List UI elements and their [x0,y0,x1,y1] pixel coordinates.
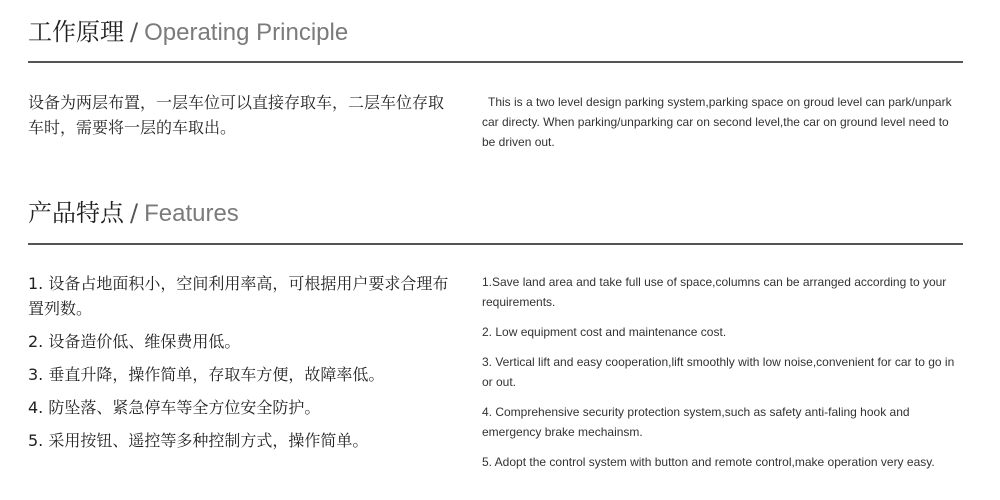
feature-item-zh: 5. 采用按钮、遥控等多种控制方式，操作简单。 [28,431,369,450]
section-divider [28,243,963,245]
feature-item-zh: 2. 设备造价低、维保费用低。 [28,332,241,351]
section-title-zh: 产品特点 [28,199,124,227]
feature-item-zh: 4. 防坠落、紧急停车等全方位安全防护。 [28,398,321,417]
title-separator: / [130,199,139,227]
principle-text-zh: 设备为两层布置，一层车位可以直接存取车，二层车位存取车时，需要将一层的车取出。 [28,93,445,137]
feature-item-en: 5. Adopt the control system with button and remote control,make operation very easy. [482,455,935,469]
feature-item-en: 3. Vertical lift and easy cooperation,lift smoothly with low noise,convenient for car to go in or out. [482,355,955,389]
features-list-en [482,272,964,472]
features-list-zh [28,271,458,453]
section-title-en: Operating Principle [144,19,349,46]
feature-item-zh: 1. 设备占地面积小，空间利用率高，可根据用户要求合理布置列数。 [28,274,449,318]
feature-item-en: 4. Comprehensive security protection system,such as safety anti-faling hook and emergency brake mechainsm. [482,405,910,439]
title-separator: / [130,18,139,46]
section-title [28,193,239,233]
section-title-en: Features [144,200,239,227]
section-title-zh: 工作原理 [28,18,124,46]
feature-item-en: 1.Save land area and take full use of space,columns can be arranged according to your requirements. [482,275,947,309]
feature-item-en: 2. Low equipment cost and maintenance cost. [482,325,727,339]
feature-item-zh: 3. 垂直升降，操作简单，存取车方便，故障率低。 [28,365,385,384]
principle-text-en-content: This is a two level design parking system,parking space on groud level can park/unpark car directy. When parking/unparking car on second level,the car on ground level need to be driven out. [482,95,952,149]
features-section [28,0,963,500]
